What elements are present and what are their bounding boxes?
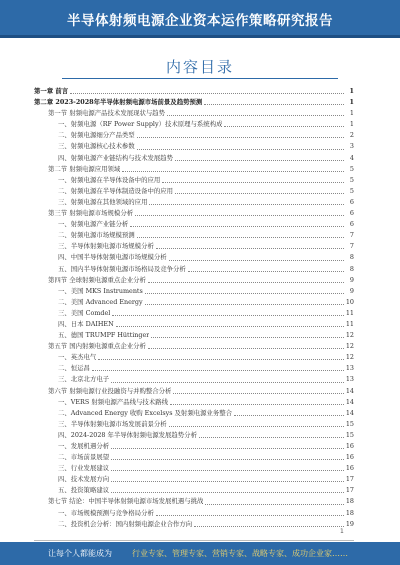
toc-entry-title: 第二节 射频电源应用领域 [48, 164, 121, 173]
toc-entry-title: 五、德国 TRUMPF Hüttinger [58, 331, 150, 340]
toc-entry-title: 三、射频电源核心技术参数 [58, 142, 135, 151]
toc-entry[interactable] [34, 474, 354, 485]
toc-entry-title: 四、2024-2028 年半导体射频电源发展趋势分析 [58, 430, 197, 439]
toc-leader-dots [205, 504, 343, 505]
toc-entry-page: 1 [349, 98, 354, 107]
toc-entry-title: 二、Advanced Energy 收购 Excelsys 及射频电源业务整合 [58, 408, 233, 417]
toc-entry[interactable] [34, 496, 354, 507]
toc-entry-page: 5 [349, 186, 354, 195]
toc-entry-title: 第一章 前言 [34, 87, 69, 95]
toc-entry[interactable] [34, 374, 354, 385]
toc-entry[interactable] [34, 430, 354, 441]
toc-leader-dots [175, 193, 344, 194]
toc-entry-title: 三、半导体射频电源市场发展前景分析 [58, 419, 167, 428]
toc-entry-page: 12 [345, 331, 354, 340]
toc-entry-page: 1 [349, 87, 354, 95]
toc-entry[interactable] [34, 252, 354, 263]
toc-entry[interactable] [34, 164, 354, 175]
toc-entry-title: 四、射频电源产业链结构与技术发展趋势 [58, 153, 174, 162]
toc-leader-dots [199, 437, 344, 438]
toc-leader-dots [188, 271, 344, 272]
toc-leader-dots [111, 459, 344, 460]
toc-entry-page: 14 [345, 408, 354, 417]
toc-entry[interactable] [34, 108, 354, 119]
toc-entry-title: 一、射频电源（RF Power Supply）技术原理与系统构成 [58, 120, 223, 129]
toc-entry-title: 二、射频电源在半导体制造设备中的应用 [58, 186, 174, 195]
table-of-contents [34, 86, 354, 530]
page-number: 1 [340, 528, 344, 535]
toc-entry-page: 7 [349, 242, 354, 251]
toc-entry-page: 13 [345, 364, 354, 373]
toc-entry-page: 1 [349, 120, 354, 129]
toc-entry[interactable] [34, 264, 354, 275]
toc-leader-dots [137, 137, 344, 138]
toc-entry-page: 2 [349, 131, 354, 140]
toc-entry[interactable] [34, 241, 354, 252]
toc-entry-page: 8 [349, 264, 354, 273]
toc-entry-page: 17 [345, 486, 354, 495]
toc-entry-title: 五、国内半导体射频电源市场格局及竞争分析 [58, 264, 186, 273]
toc-entry-title: 第七节 结论：中国半导体射频电源市场发展机遇与挑战 [48, 497, 204, 506]
toc-entry[interactable] [34, 297, 354, 308]
toc-entry-title: 四、技术发展方向 [58, 475, 110, 484]
report-title: 半导体射频电源企业资本运作策略研究报告 [67, 13, 333, 29]
toc-leader-dots [167, 115, 344, 116]
toc-leader-dots [135, 215, 344, 216]
toc-leader-dots [137, 237, 344, 238]
toc-leader-dots [111, 382, 344, 383]
toc-entry-page: 15 [345, 419, 354, 428]
toc-entry[interactable] [34, 419, 354, 430]
toc-entry-title: 第六节 射频电源行业投融资与并购整合分析 [48, 386, 172, 395]
toc-entry-title: 一、美国 MKS Instruments [58, 286, 143, 295]
toc-entry-page: 12 [345, 353, 354, 362]
footer-slogan: 行业专家、管理专家、营销专家、战略专家、成功企业家…… [132, 549, 348, 558]
toc-entry-page: 16 [345, 453, 354, 462]
toc-entry-page: 6 [349, 197, 354, 206]
toc-leader-dots [173, 393, 343, 394]
toc-entry[interactable] [34, 119, 354, 130]
toc-entry-title: 三、美国 Comdel [58, 308, 111, 317]
toc-entry-page: 5 [349, 175, 354, 184]
toc-leader-dots [224, 126, 344, 127]
toc-heading-divider [62, 78, 338, 79]
toc-leader-dots [111, 448, 344, 449]
toc-leader-dots [148, 348, 344, 349]
toc-entry[interactable] [34, 363, 354, 374]
toc-entry-title: 一、VERS 射频电源产品线与技术路线 [58, 397, 168, 406]
toc-entry[interactable] [34, 208, 354, 219]
toc-entry-title: 三、北京北方电子 [58, 375, 110, 384]
toc-entry-page: 13 [345, 375, 354, 384]
toc-entry-page: 19 [345, 519, 354, 528]
toc-entry-page: 17 [345, 475, 354, 484]
toc-entry[interactable] [34, 97, 354, 108]
toc-leader-dots [145, 293, 344, 294]
toc-entry[interactable] [34, 319, 354, 330]
toc-entry-page: 11 [345, 308, 354, 317]
toc-entry-page: 4 [349, 153, 354, 162]
toc-entry-title: 第一节 射频电源产品技术发展现状与趋势 [48, 109, 166, 118]
toc-entry[interactable] [34, 397, 354, 408]
toc-leader-dots [156, 515, 344, 516]
toc-entry[interactable] [34, 130, 354, 141]
toc-leader-dots [111, 492, 344, 493]
toc-entry-page: 15 [345, 430, 354, 439]
toc-leader-dots [149, 204, 344, 205]
toc-entry-page: 14 [345, 397, 354, 406]
toc-entry-title: 三、半导体射频电源市场规模分析 [58, 242, 154, 251]
toc-entry-title: 第四节 全球射频电源重点企业分析 [48, 275, 146, 284]
toc-leader-dots [111, 481, 344, 482]
toc-entry-page: 16 [345, 464, 354, 473]
toc-entry-page: 11 [345, 319, 354, 328]
toc-entry[interactable] [34, 352, 354, 363]
toc-entry[interactable] [34, 175, 354, 186]
toc-entry-page: 18 [345, 497, 354, 506]
toc-entry[interactable] [34, 508, 354, 519]
toc-entry-title: 二、美国 Advanced Energy [58, 297, 143, 306]
toc-entry[interactable] [34, 275, 354, 286]
toc-entry-title: 四、日本 DAIHEN [58, 319, 114, 328]
toc-entry[interactable] [34, 330, 354, 341]
toc-entry-page: 12 [345, 342, 354, 351]
toc-leader-dots [98, 359, 344, 360]
toc-leader-dots [151, 337, 344, 338]
toc-entry[interactable] [34, 463, 354, 474]
toc-entry-title: 一、市场规模预测与竞争格局分析 [58, 508, 154, 517]
toc-leader-dots [92, 370, 344, 371]
toc-leader-dots [122, 171, 344, 172]
toc-entry-title: 一、发展机遇分析 [58, 442, 110, 450]
toc-entry-title: 三、射频电源在其他领域的应用 [58, 197, 148, 206]
toc-entry-page: 14 [345, 386, 354, 395]
toc-entry-title: 一、英杰电气 [58, 353, 97, 362]
bottom-divider [34, 540, 354, 541]
toc-leader-dots [204, 104, 344, 105]
toc-entry[interactable] [34, 341, 354, 352]
toc-entry[interactable] [34, 197, 354, 208]
toc-leader-dots [169, 260, 344, 261]
toc-entry-title: 第五节 国内射频电源重点企业分析 [48, 342, 146, 351]
report-header-bar [0, 0, 400, 38]
toc-entry[interactable] [34, 153, 354, 164]
toc-leader-dots [170, 404, 344, 405]
toc-leader-dots [137, 149, 344, 150]
toc-entry[interactable] [34, 485, 354, 496]
toc-heading: 内容目录 [165, 58, 234, 76]
toc-entry-page: 7 [349, 231, 354, 240]
toc-entry[interactable] [34, 519, 354, 530]
toc-entry-page: 5 [349, 164, 354, 173]
footer-lead-text: 让每个人都能成为 [48, 549, 112, 558]
toc-leader-dots [234, 415, 344, 416]
toc-entry-title: 二、恒运昌 [58, 364, 90, 373]
toc-entry-title: 一、射频电源在半导体设备中的应用 [58, 175, 161, 184]
toc-entry[interactable] [34, 386, 354, 397]
toc-entry-title: 二、市场前景展望 [58, 453, 110, 462]
toc-entry-title: 二、射频电源市场规模预测 [58, 231, 135, 240]
toc-entry[interactable] [34, 230, 354, 241]
toc-leader-dots [70, 93, 344, 94]
toc-entry[interactable] [34, 408, 354, 419]
toc-entry-title: 四、中国半导体射频电源市场规模分析 [58, 253, 167, 262]
toc-entry-title: 五、投资策略建议 [58, 486, 110, 495]
toc-entry-page: 6 [349, 209, 354, 218]
toc-entry[interactable] [34, 286, 354, 297]
toc-leader-dots [112, 315, 344, 316]
toc-leader-dots [116, 326, 344, 327]
toc-leader-dots [169, 426, 344, 427]
toc-entry-page: 16 [345, 442, 354, 450]
toc-entry-title: 一、射频电源产业链分析 [58, 220, 129, 229]
toc-entry[interactable] [34, 86, 354, 97]
toc-entry-title: 二、射频电源细分产品类型 [58, 131, 135, 140]
toc-leader-dots [194, 526, 344, 527]
toc-entry-page: 8 [349, 253, 354, 262]
toc-leader-dots [148, 282, 344, 283]
toc-entry-title: 二、投资机会分析：国内射频电源企业合作方向 [58, 519, 193, 528]
toc-entry-page: 1 [349, 109, 354, 118]
toc-entry-page: 10 [345, 297, 354, 306]
toc-leader-dots [175, 160, 344, 161]
toc-entry-title: 第三节 射频电源市场规模分析 [48, 209, 134, 218]
toc-entry[interactable] [34, 452, 354, 463]
toc-entry-page: 3 [349, 142, 354, 151]
toc-entry[interactable] [34, 186, 354, 197]
toc-entry[interactable] [34, 141, 354, 152]
toc-entry[interactable] [34, 308, 354, 319]
toc-leader-dots [111, 470, 344, 471]
toc-entry-page: 18 [345, 508, 354, 517]
toc-entry-title: 三、行业发展建议 [58, 464, 110, 473]
toc-entry-page: 9 [349, 275, 354, 284]
toc-entry-page: 9 [349, 286, 354, 295]
toc-leader-dots [145, 304, 344, 305]
toc-entry-title: 第二章 2023-2028年半导体射频电源市场前景及趋势预测 [34, 98, 203, 107]
toc-leader-dots [130, 226, 344, 227]
footer-bar [0, 542, 400, 565]
toc-entry-page: 6 [349, 220, 354, 229]
toc-entry[interactable] [34, 219, 354, 230]
toc-leader-dots [156, 248, 344, 249]
toc-entry[interactable] [34, 441, 354, 452]
toc-leader-dots [162, 182, 344, 183]
